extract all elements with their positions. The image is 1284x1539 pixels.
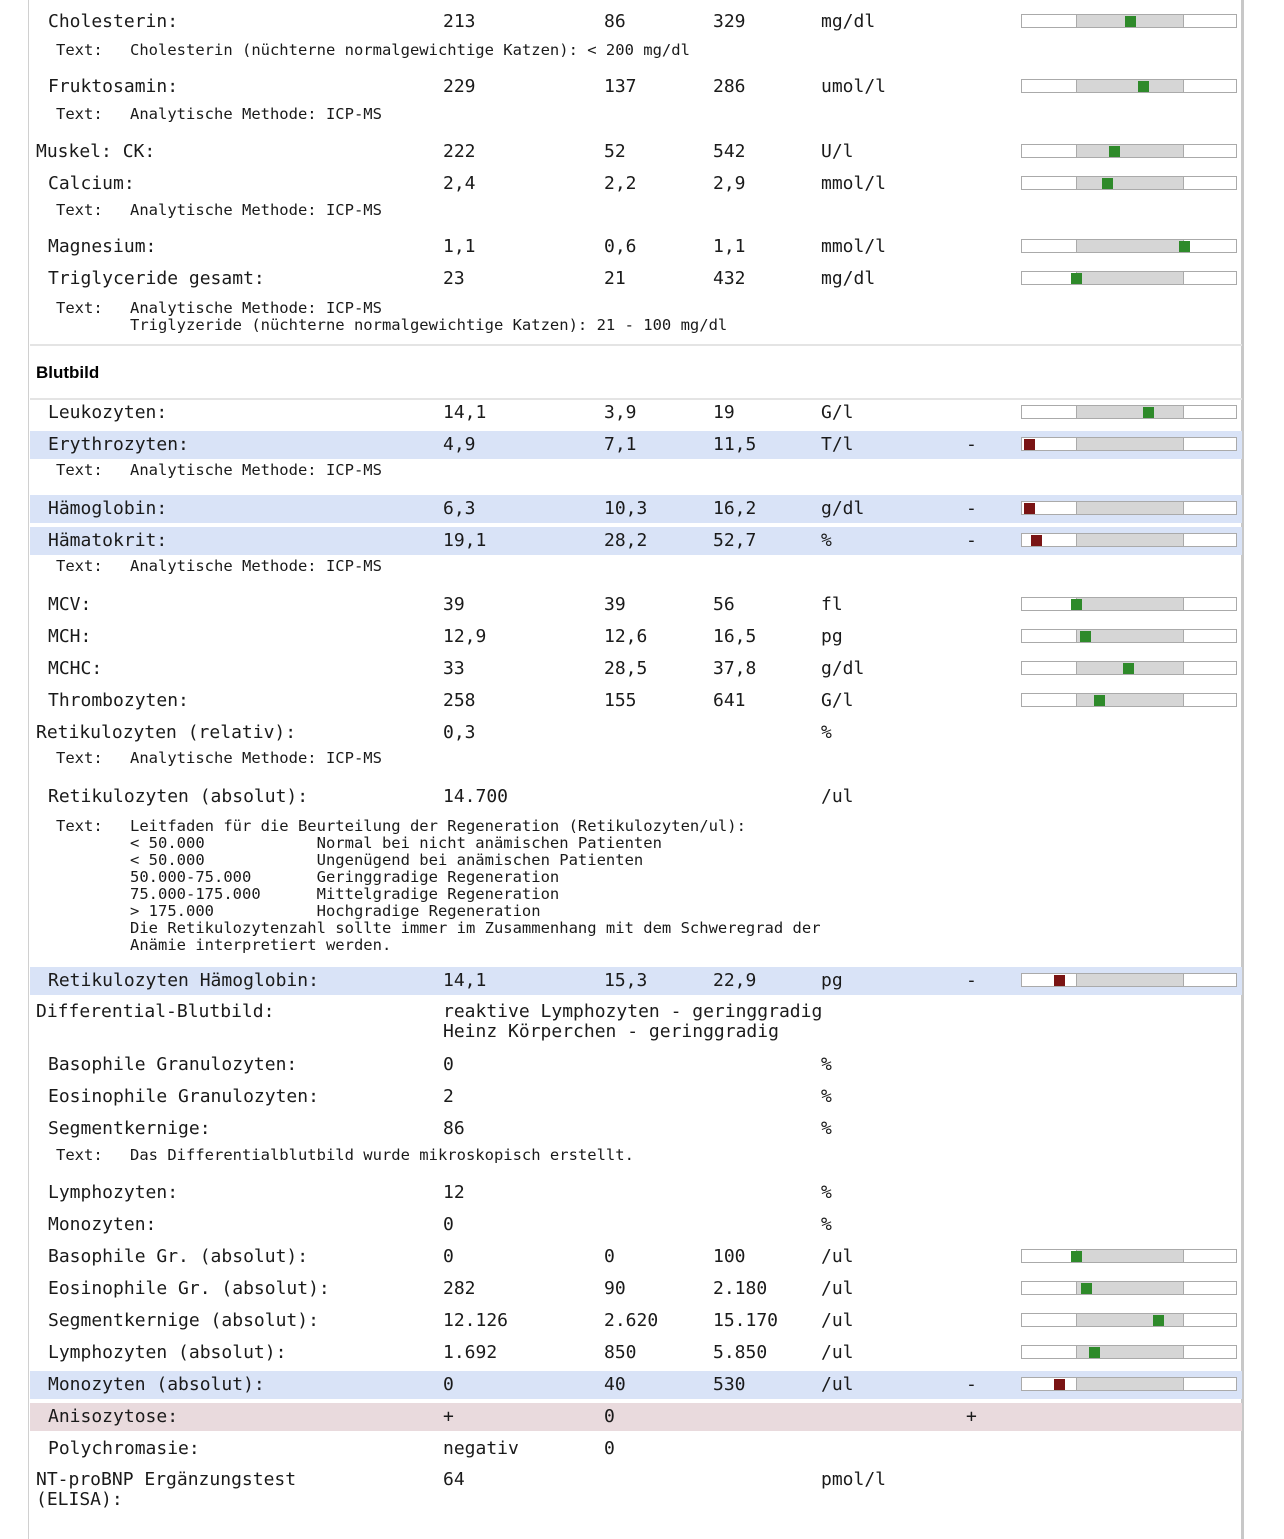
result-value: 6,3 [443,498,476,519]
result-value: 12.126 [443,1310,509,1331]
reference-max: 542 [713,141,746,162]
result-value: 19,1 [443,530,487,551]
test-name: Triglyceride gesamt: [48,268,265,289]
test-name: Cholesterin: [48,11,179,32]
note-text [56,557,382,575]
reference-min: 40 [604,1374,626,1395]
range-bar [1021,144,1237,158]
reference-max: 2,9 [713,173,746,194]
reference-max: 432 [713,268,746,289]
note-text [56,461,382,479]
reference-min: 15,3 [604,970,648,991]
note-line: Triglyzeride (nüchterne normalgewichtige Katzen): 21 - 100 mg/dl [130,316,728,334]
result-row-magnesium [30,233,1242,261]
result-value: 0 [443,1214,454,1235]
reference-min: 0 [604,1246,615,1267]
reference-max: 22,9 [713,970,757,991]
note-label: Text: [56,557,103,575]
result-row-eosinophile-gr-absolut [30,1275,1242,1303]
reference-min: 2,2 [604,173,637,194]
result-value: 86 [443,1118,465,1139]
reference-max: 2.180 [713,1278,768,1299]
result-row-lymphozyten [30,1179,1242,1207]
result-value: 1.692 [443,1342,498,1363]
range-bar [1021,693,1237,707]
result-row-mch [30,623,1242,651]
unit: mmol/l [821,236,887,257]
lab-report [28,0,1244,1539]
range-bar [1021,533,1237,547]
reference-range [1076,80,1184,92]
unit: fl [821,594,843,615]
abnormal-marker [1054,975,1065,986]
normal-marker [1094,695,1105,706]
flag: - [966,434,977,455]
result-row-monozyten [30,1211,1242,1239]
test-name: Differential-Blutbild: [36,1001,275,1022]
reference-max: 530 [713,1374,746,1395]
note-label: Text: [56,41,103,59]
test-name: Monozyten (absolut): [48,1374,265,1395]
result-row-basophile-granulozyten [30,1051,1242,1079]
reference-max: 329 [713,11,746,32]
note-line: Leitfaden für die Beurteilung der Regeneration (Retikulozyten/ul): [130,817,746,835]
result-row-monozyten-absolut [30,1371,1242,1399]
reference-min: 52 [604,141,626,162]
result-row-triglyceride-gesamt [30,265,1242,293]
reference-range [1076,1314,1184,1326]
reference-max: 16,2 [713,498,757,519]
flag: - [966,1374,977,1395]
result-value: 0 [443,1054,454,1075]
unit: % [821,1118,832,1139]
result-row-muskel-ck [30,138,1242,166]
test-name: Anisozytose: [48,1406,179,1427]
reference-range [1076,438,1184,450]
range-bar [1021,973,1237,987]
reference-max: 100 [713,1246,746,1267]
result-row-segmentkernige [30,1115,1242,1143]
note-text [56,41,690,59]
reference-range [1076,974,1184,986]
reference-max: 11,5 [713,434,757,455]
reference-max: 56 [713,594,735,615]
note-line: Cholesterin (nüchterne normalgewichtige Katzen): < 200 mg/dl [130,41,690,59]
reference-max: 641 [713,690,746,711]
unit: G/l [821,402,854,423]
reference-min: 0 [604,1406,615,1427]
result-value: negativ [443,1438,519,1459]
unit: % [821,722,832,743]
normal-marker [1138,81,1149,92]
test-name: Eosinophile Granulozyten: [48,1086,319,1107]
flag: + [966,1406,977,1427]
reference-range [1076,1378,1184,1390]
reference-min: 0,6 [604,236,637,257]
test-name: Hämatokrit: [48,530,168,551]
reference-min: 39 [604,594,626,615]
normal-marker [1071,1251,1082,1262]
result-value: 12 [443,1182,465,1203]
test-name: Magnesium: [48,236,157,257]
reference-range [1076,630,1184,642]
unit: /ul [821,1342,854,1363]
reference-min: 28,2 [604,530,648,551]
reference-max: 16,5 [713,626,757,647]
result-value: + [443,1406,454,1427]
section-title: Blutbild [36,363,100,382]
note-line: Analytische Methode: ICP-MS [130,201,382,219]
test-name: Retikulozyten Hämoglobin: [48,970,319,991]
note-line: < 50.000 Ungenügend bei anämischen Patienten [130,851,644,869]
normal-marker [1143,407,1154,418]
reference-min: 28,5 [604,658,648,679]
reference-max: 286 [713,76,746,97]
result-row-retikulozyten-relativ [30,719,1242,747]
range-bar [1021,271,1237,285]
unit: G/l [821,690,854,711]
unit: /ul [821,1278,854,1299]
range-bar [1021,239,1237,253]
unit: pg [821,626,843,647]
reference-min: 10,3 [604,498,648,519]
unit: % [821,530,832,551]
reference-min: 3,9 [604,402,637,423]
test-name: Lymphozyten: [48,1182,179,1203]
test-name: Thrombozyten: [48,690,189,711]
result-value: 229 [443,76,476,97]
result-value: 222 [443,141,476,162]
unit: % [821,1054,832,1075]
result-row-thrombozyten [30,687,1242,715]
result-row-retikulozyten-haemoglobin [30,967,1242,995]
normal-marker [1071,599,1082,610]
reference-min: 155 [604,690,637,711]
result-row-differential-blutbild [30,999,1242,1042]
result-value: 23 [443,268,465,289]
result-row-cholesterin [30,8,1242,36]
normal-marker [1179,241,1190,252]
reference-min: 0 [604,1438,615,1459]
result-value: 0 [443,1374,454,1395]
result-value: 14,1 [443,970,487,991]
reference-min: 12,6 [604,626,648,647]
note-label: Text: [56,201,103,219]
unit: g/dl [821,658,865,679]
note-text [56,817,821,954]
result-value: 0 [443,1246,454,1267]
unit: mmol/l [821,173,887,194]
test-name: MCHC: [48,658,103,679]
reference-range [1076,1250,1184,1262]
normal-marker [1109,146,1120,157]
unit: /ul [821,786,854,807]
range-bar [1021,176,1237,190]
range-bar [1021,1249,1237,1263]
range-bar [1021,1377,1237,1391]
note-line: Die Retikulozytenzahl sollte immer im Zusammenhang mit dem Schweregrad der [130,919,821,937]
note-label: Text: [56,461,103,479]
note-label: Text: [56,749,103,767]
range-bar [1021,14,1237,28]
unit: T/l [821,434,854,455]
range-bar [1021,79,1237,93]
normal-marker [1102,178,1113,189]
reference-max: 37,8 [713,658,757,679]
normal-marker [1153,1315,1164,1326]
unit: mg/dl [821,11,876,32]
normal-marker [1080,631,1091,642]
test-name: MCH: [48,626,92,647]
test-name: Basophile Gr. (absolut): [48,1246,309,1267]
test-name: Retikulozyten (absolut): [48,786,309,807]
result-row-retikulozyten-absolut [30,783,1242,811]
unit: /ul [821,1310,854,1331]
note-line: Analytische Methode: ICP-MS [130,461,382,479]
unit: pmol/l [821,1469,887,1490]
note-label: Text: [56,1146,103,1164]
reference-min: 90 [604,1278,626,1299]
reference-min: 21 [604,268,626,289]
reference-max: 19 [713,402,735,423]
result-row-anisozytose [30,1403,1242,1431]
note-line: Anämie interpretiert werden. [130,936,392,954]
reference-min: 2.620 [604,1310,659,1331]
result-row-segmentkernige-absolut [30,1307,1242,1335]
test-name: Basophile Granulozyten: [48,1054,298,1075]
result-value: 258 [443,690,476,711]
result-value: 2,4 [443,173,476,194]
note-line: Das Differentialblutbild wurde mikroskopisch erstellt. [130,1146,634,1164]
range-bar [1021,1345,1237,1359]
range-bar [1021,437,1237,451]
range-bar [1021,629,1237,643]
note-line: < 50.000 Normal bei nicht anämischen Patienten [130,834,662,852]
test-name: Eosinophile Gr. (absolut): [48,1278,330,1299]
unit: % [821,1214,832,1235]
range-bar [1021,1313,1237,1327]
reference-min: 86 [604,11,626,32]
range-bar [1021,1281,1237,1295]
result-row-eosinophile-granulozyten [30,1083,1242,1111]
note-line: Analytische Methode: ICP-MS [130,299,382,317]
reference-max: 15.170 [713,1310,779,1331]
reference-max: 52,7 [713,530,757,551]
result-value: 282 [443,1278,476,1299]
section-header-blutbild [30,344,1242,400]
unit: % [821,1182,832,1203]
unit: /ul [821,1246,854,1267]
reference-range [1076,598,1184,610]
reference-max: 1,1 [713,236,746,257]
result-row-erythrozyten [30,431,1242,459]
unit: pg [821,970,843,991]
result-row-haematokrit [30,527,1242,555]
flag: - [966,530,977,551]
result-value: 1,1 [443,236,476,257]
flag: - [966,498,977,519]
note-line: > 175.000 Hochgradige Regeneration [130,902,541,920]
result-row-calcium [30,170,1242,198]
unit: % [821,1086,832,1107]
result-value: 14,1 [443,402,487,423]
note-line: 50.000-75.000 Geringgradige Regeneration [130,868,560,886]
result-row-haemoglobin [30,495,1242,523]
reference-range [1076,272,1184,284]
test-name: Segmentkernige: [48,1118,211,1139]
note-label: Text: [56,817,103,835]
result-row-fruktosamin [30,73,1242,101]
normal-marker [1125,16,1136,27]
test-name: Retikulozyten (relativ): [36,722,297,743]
test-name: Muskel: CK: [36,141,156,162]
flag: - [966,970,977,991]
range-bar [1021,661,1237,675]
note-text [56,105,382,123]
range-bar [1021,501,1237,515]
note-text [56,1146,634,1164]
result-row-leukozyten [30,399,1242,427]
normal-marker [1123,663,1134,674]
range-bar [1021,597,1237,611]
result-row-mcv [30,591,1242,619]
note-text [56,749,382,767]
test-name: MCV: [48,594,92,615]
test-name: NT-proBNP Ergänzungstest (ELISA): [36,1469,297,1510]
result-value: reaktive Lymphozyten - geringgradig Heinz Körperchen - geringgradig [443,1001,823,1042]
abnormal-marker [1024,503,1035,514]
note-label: Text: [56,105,103,123]
unit: umol/l [821,76,887,97]
reference-range [1076,177,1184,189]
note-text [56,299,728,334]
test-name: Segmentkernige (absolut): [48,1310,319,1331]
reference-range [1076,1282,1184,1294]
abnormal-marker [1024,439,1035,450]
test-name: Hämoglobin: [48,498,168,519]
unit: U/l [821,141,854,162]
abnormal-marker [1054,1379,1065,1390]
reference-max: 5.850 [713,1342,768,1363]
reference-range [1076,406,1184,418]
range-bar [1021,405,1237,419]
note-line: Analytische Methode: ICP-MS [130,105,382,123]
result-value: 12,9 [443,626,487,647]
unit: /ul [821,1374,854,1395]
result-row-lymphozyten-absolut [30,1339,1242,1367]
unit: g/dl [821,498,865,519]
result-value: 2 [443,1086,454,1107]
reference-range [1076,240,1184,252]
result-value: 4,9 [443,434,476,455]
reference-range [1076,502,1184,514]
test-name: Calcium: [48,173,135,194]
result-value: 39 [443,594,465,615]
normal-marker [1081,1283,1092,1294]
reference-min: 7,1 [604,434,637,455]
test-name: Lymphozyten (absolut): [48,1342,287,1363]
note-line: 75.000-175.000 Mittelgradige Regeneration [130,885,560,903]
result-value: 213 [443,11,476,32]
result-value: 33 [443,658,465,679]
test-name: Fruktosamin: [48,76,179,97]
normal-marker [1071,273,1082,284]
reference-min: 850 [604,1342,637,1363]
result-row-polychromasie [30,1435,1242,1463]
test-name: Polychromasie: [48,1438,200,1459]
reference-range [1076,534,1184,546]
result-row-nt-probnp-ergaenzungstest-elisa [30,1467,1242,1510]
reference-range [1076,145,1184,157]
test-name: Leukozyten: [48,402,168,423]
result-row-mchc [30,655,1242,683]
result-value: 0,3 [443,722,476,743]
test-name: Erythrozyten: [48,434,189,455]
result-value: 14.700 [443,786,509,807]
note-label: Text: [56,299,103,317]
reference-min: 137 [604,76,637,97]
abnormal-marker [1031,535,1042,546]
reference-range [1076,694,1184,706]
test-name: Monozyten: [48,1214,157,1235]
unit: mg/dl [821,268,876,289]
result-value: 64 [443,1469,465,1490]
note-line: Analytische Methode: ICP-MS [130,557,382,575]
note-text [56,201,382,219]
result-row-basophile-gr-absolut [30,1243,1242,1271]
note-line: Analytische Methode: ICP-MS [130,749,382,767]
normal-marker [1089,1347,1100,1358]
